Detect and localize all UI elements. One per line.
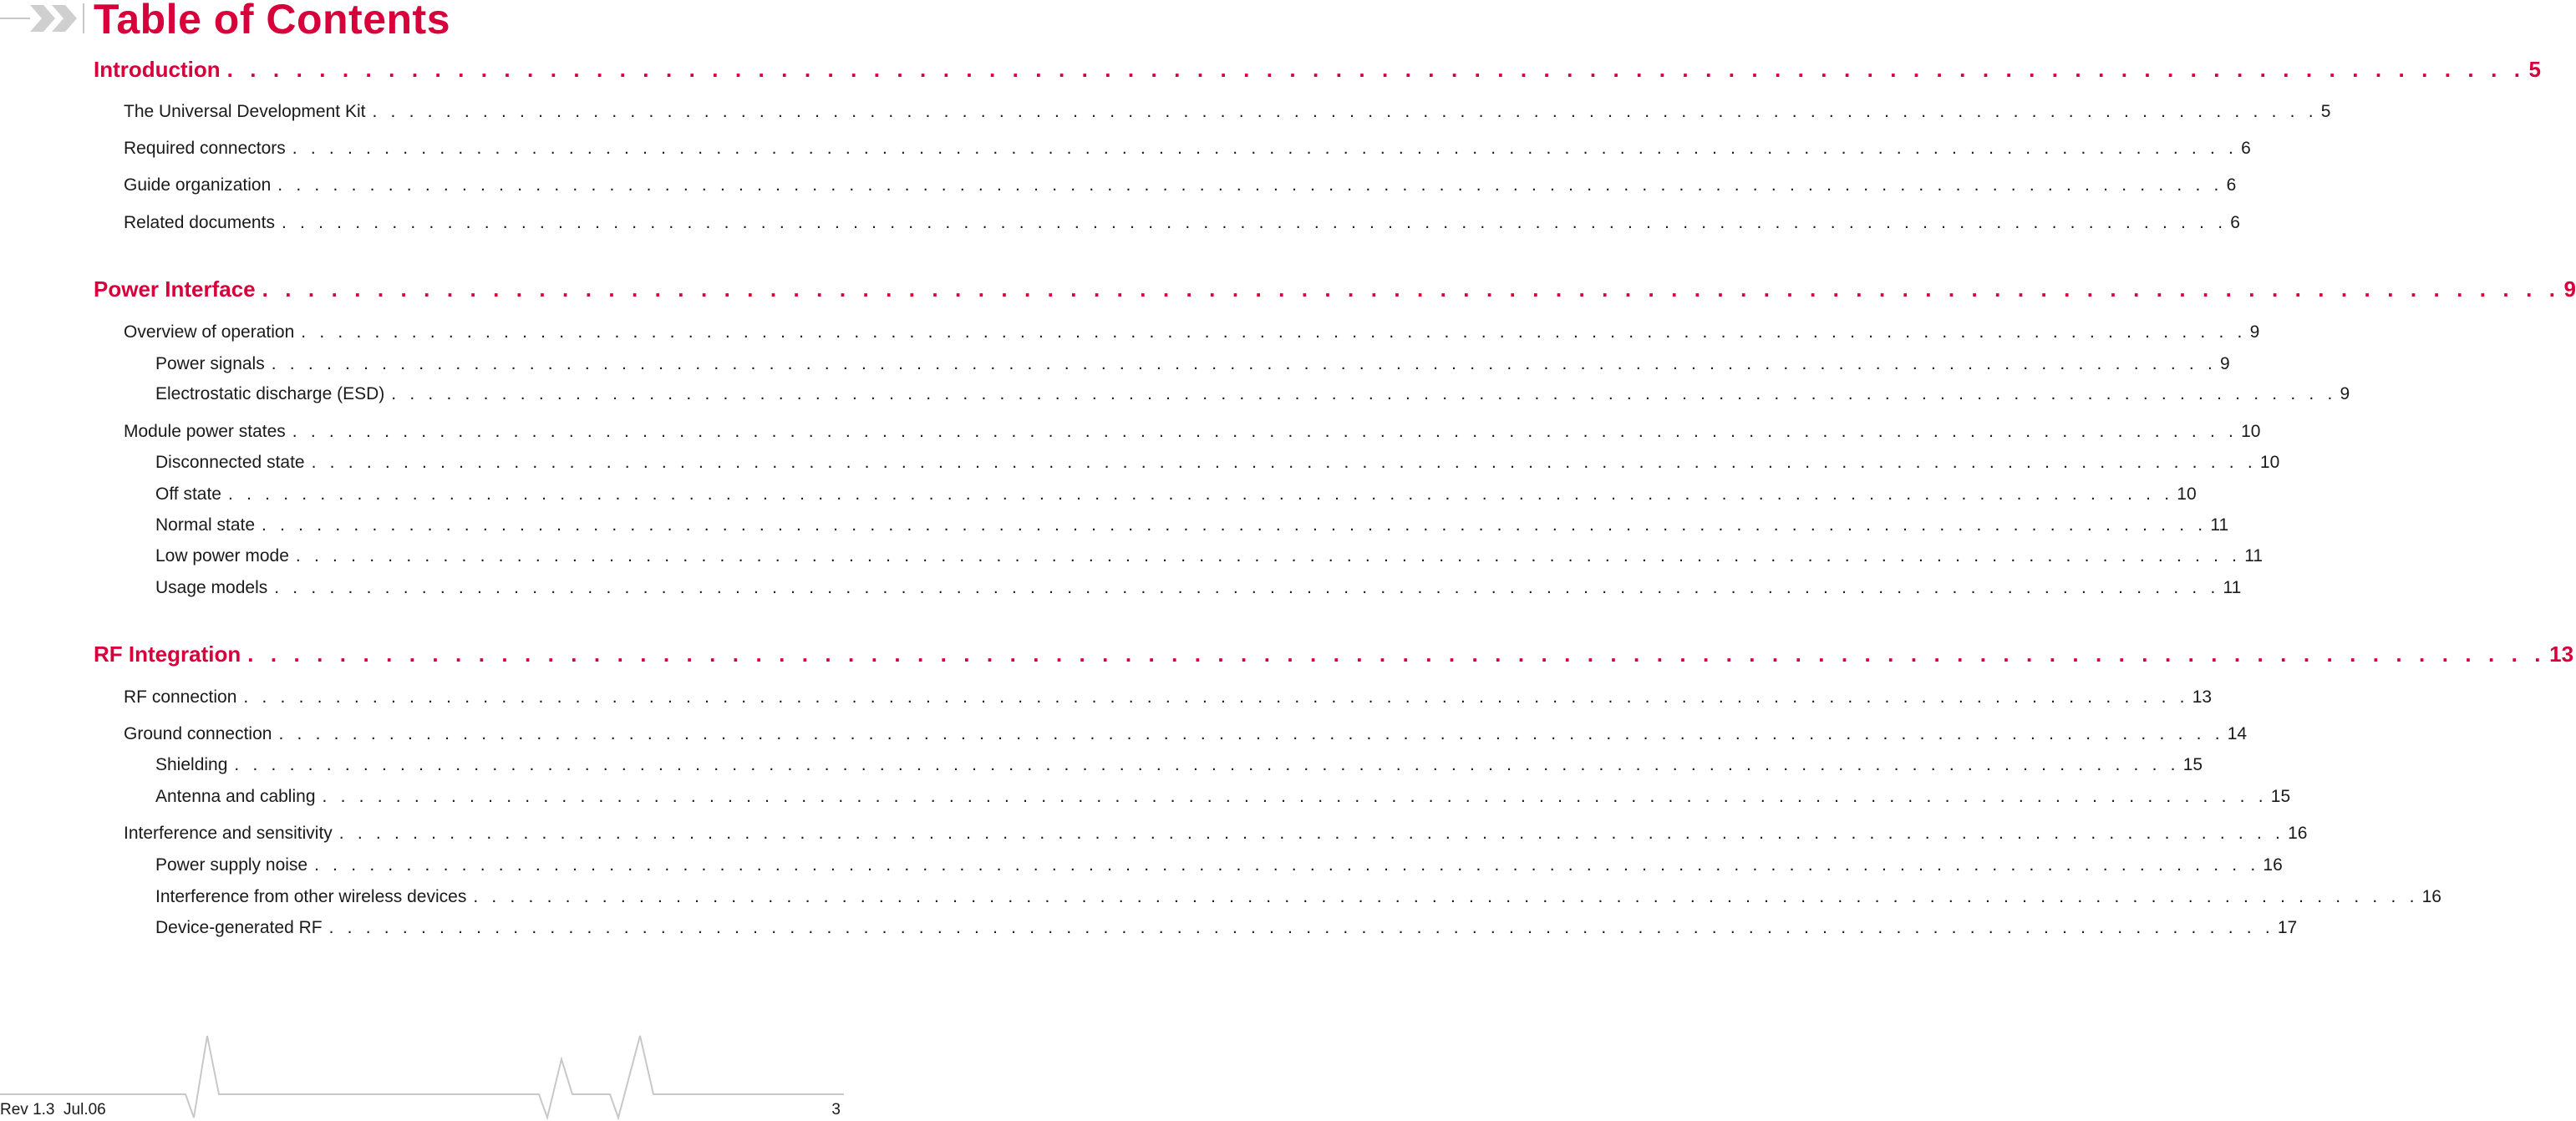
dot-leader: . . . . . . . . . . . . . . . . . . . . . . . . . . . . . . . . . . . . . . . . . . . . . . . . . . . . . . . . . . . . . . . . . . . . . . . . . . . . . . . . . . . . . . . . . . . . . . . . . . . .: [226, 57, 2526, 82]
toc-entry-label: RF connection: [124, 687, 237, 707]
dot-leader: . . . . . . . . . . . . . . . . . . . . . . . . . . . . . . . . . . . . . . . . . . . . . . . . . . . . . . . . . . . . . . . . . . . . . . . . . . . . . . . . . . . . . . . . . . . . . . . . . . . . . . . . . .: [277, 175, 2223, 195]
toc-entry[interactable]: [124, 102, 2331, 122]
toc-entry[interactable]: [155, 546, 2264, 566]
dot-leader: . . . . . . . . . . . . . . . . . . . . . . . . . . . . . . . . . . . . . . . . . . . . . . . . . . . . . . . . . . . . . . . . . . . . . . . . . . . . . . . . . . . . . . . . . . . . . . . . . . . . . . . . . .: [292, 422, 2238, 441]
dot-leader: . . . . . . . . . . . . . . . . . . . . . . . . . . . . . . . . . . . . . . . . . . . . . . . . . . . . . . . . . . . . . . . . . . . . . . . . . . . . . . . . . . . . . . . . . . . . . . . . . . . .: [262, 276, 2561, 302]
toc-entry[interactable]: [155, 578, 2242, 598]
toc-entry[interactable]: [155, 755, 2203, 775]
toc-entry-label: Module power states: [124, 422, 286, 441]
toc-page-number: 9: [2340, 384, 2350, 403]
toc-entry[interactable]: [124, 175, 2237, 195]
toc-entry-label: Ground connection: [124, 724, 272, 743]
toc-entry[interactable]: [124, 724, 2248, 744]
dot-leader: . . . . . . . . . . . . . . . . . . . . . . . . . . . . . . . . . . . . . . . . . . . . . . . . . . . . . . . . . . . . . . . . . . . . . . . . . . . . . . . . . . . . . . . . . . . . . . . . . . . . . . . . . .: [281, 213, 2228, 232]
toc-chapter-power-interface[interactable]: [94, 276, 2576, 302]
toc-entry-label: Power signals: [155, 354, 265, 373]
toc-entry[interactable]: [155, 918, 2298, 938]
toc-entry[interactable]: [155, 855, 2283, 875]
toc-page-number: 9: [2249, 322, 2260, 342]
dot-leader: . . . . . . . . . . . . . . . . . . . . . . . . . . . . . . . . . . . . . . . . . . . . . . . . . . . . . . . . . . . . . . . . . . . . . . . . . . . . . . . . . . . . . . . . . . . . . . . . . . . . . . . . . .: [295, 546, 2242, 566]
toc-page-number: 14: [2227, 724, 2248, 743]
toc-entry[interactable]: [155, 515, 2229, 535]
toc-page-number: 9: [2220, 354, 2230, 373]
toc-page-number: 10: [2241, 422, 2261, 441]
toc-page-number: 10: [2177, 484, 2197, 504]
toc-entry[interactable]: [124, 322, 2260, 342]
toc-entry-label: Low power mode: [155, 546, 289, 566]
dot-leader: . . . . . . . . . . . . . . . . . . . . . . . . . . . . . . . . . . . . . . . . . . . . . . . . . . . . . . . . . . . . . . . . . . . . . . . . . . . . . . . . . . . . . . . . . . . . . . . . . . . . . . . . . .: [292, 139, 2238, 158]
toc-page-number: 16: [2263, 855, 2283, 875]
toc-entry-label: Interference and sensitivity: [124, 824, 333, 843]
toc-entry-label: Power supply noise: [155, 855, 308, 875]
toc-page-number: 17: [2277, 918, 2298, 937]
dot-leader: . . . . . . . . . . . . . . . . . . . . . . . . . . . . . . . . . . . . . . . . . . . . . . . . . . . . . . . . . . . . . . . . . . . . . . . . . . . . . . . . . . . . . . . . . . . . . . . . . . . . . . . . . .: [314, 855, 2260, 875]
toc-page-number: 13: [2192, 687, 2213, 707]
toc-entry-label: Electrostatic discharge (ESD): [155, 384, 385, 403]
dot-leader: . . . . . . . . . . . . . . . . . . . . . . . . . . . . . . . . . . . . . . . . . . . . . . . . . . . . . . . . . . . . . . . . . . . . . . . . . . . . . . . . . . . . . . . . . . . . . . . . . . . . . . . . . .: [473, 887, 2419, 906]
dot-leader: . . . . . . . . . . . . . . . . . . . . . . . . . . . . . . . . . . . . . . . . . . . . . . . . . . . . . . . . . . . . . . . . . . . . . . . . . . . . . . . . . . . . . . . . . . . . . . . . . . . . . . . . . .: [278, 724, 2224, 743]
toc-entry-label: Overview of operation: [124, 322, 295, 342]
page-title: Table of Contents: [94, 0, 451, 43]
toc-page-number: 5: [2528, 57, 2542, 82]
dot-leader: . . . . . . . . . . . . . . . . . . . . . . . . . . . . . . . . . . . . . . . . . . . . . . . . . . . . . . . . . . . . . . . . . . . . . . . . . . . . . . . . . . . . . . . . . . . . . . . . . . . . . . . . . .: [234, 755, 2180, 774]
toc-entry[interactable]: [124, 687, 2213, 708]
toc-entry-label: Introduction: [94, 57, 221, 82]
toc-entry-label: Off state: [155, 484, 221, 504]
dot-leader: . . . . . . . . . . . . . . . . . . . . . . . . . . . . . . . . . . . . . . . . . . . . . . . . . . . . . . . . . . . . . . . . . . . . . . . . . . . . . . . . . . . . . . . . . . . . . . . . . . . .: [247, 642, 2547, 667]
toc-entry-label: Usage models: [155, 578, 268, 597]
toc-page-number: 11: [2244, 546, 2264, 566]
toc-entry[interactable]: [155, 384, 2350, 404]
toc-entry-label: Disconnected state: [155, 453, 305, 472]
toc-page-number: 15: [2270, 787, 2291, 806]
toc-page-number: 9: [2563, 276, 2576, 302]
toc-entry-label: RF Integration: [94, 642, 241, 667]
toc-entry-label: Antenna and cabling: [155, 787, 316, 806]
toc-entry-label: Required connectors: [124, 139, 286, 158]
toc-entry[interactable]: [124, 824, 2308, 844]
toc-entry[interactable]: [124, 213, 2240, 233]
dot-leader: . . . . . . . . . . . . . . . . . . . . . . . . . . . . . . . . . . . . . . . . . . . . . . . . . . . . . . . . . . . . . . . . . . . . . . . . . . . . . . . . . . . . . . . . . . . . . . . . . . . . . . . . . .: [322, 787, 2268, 806]
toc-entry-label: Related documents: [124, 213, 275, 232]
toc-entry[interactable]: [155, 787, 2291, 807]
toc-page-number: 15: [2182, 755, 2203, 774]
toc-entry[interactable]: [155, 887, 2441, 907]
waveform-line: [0, 1027, 844, 1121]
toc-entry[interactable]: [155, 484, 2197, 505]
dot-leader: . . . . . . . . . . . . . . . . . . . . . . . . . . . . . . . . . . . . . . . . . . . . . . . . . . . . . . . . . . . . . . . . . . . . . . . . . . . . . . . . . . . . . . . . . . . . . . . . . . . . . . . . . .: [372, 102, 2318, 121]
toc-page-number: 5: [2320, 102, 2331, 121]
toc-page-number: 6: [2230, 213, 2240, 232]
toc-entry-label: Shielding: [155, 755, 228, 774]
toc-page-number: 16: [2288, 824, 2308, 843]
toc-chapter-introduction[interactable]: [94, 57, 2542, 83]
double-chevron-icon: [0, 0, 94, 42]
dot-leader: . . . . . . . . . . . . . . . . . . . . . . . . . . . . . . . . . . . . . . . . . . . . . . . . . . . . . . . . . . . . . . . . . . . . . . . . . . . . . . . . . . . . . . . . . . . . . . . . . . . . . . . . . .: [391, 384, 2337, 403]
toc-chapter-rf-integration[interactable]: [94, 642, 2574, 667]
toc-page-number: 11: [2223, 578, 2242, 597]
dot-leader: . . . . . . . . . . . . . . . . . . . . . . . . . . . . . . . . . . . . . . . . . . . . . . . . . . . . . . . . . . . . . . . . . . . . . . . . . . . . . . . . . . . . . . . . . . . . . . . . . . . . . . . . . .: [328, 918, 2274, 937]
toc-page-number: 11: [2210, 515, 2229, 535]
toc-page-number: 16: [2421, 887, 2441, 906]
dot-leader: . . . . . . . . . . . . . . . . . . . . . . . . . . . . . . . . . . . . . . . . . . . . . . . . . . . . . . . . . . . . . . . . . . . . . . . . . . . . . . . . . . . . . . . . . . . . . . . . . . . . . . . . . .: [338, 824, 2285, 843]
toc-page-number: 6: [2241, 139, 2251, 158]
toc-entry-label: Device-generated RF: [155, 918, 323, 937]
dot-leader: . . . . . . . . . . . . . . . . . . . . . . . . . . . . . . . . . . . . . . . . . . . . . . . . . . . . . . . . . . . . . . . . . . . . . . . . . . . . . . . . . . . . . . . . . . . . . . . . . . . . . . . . . .: [311, 453, 2257, 472]
toc-entry[interactable]: [155, 354, 2230, 374]
toc-entry[interactable]: [124, 139, 2251, 159]
toc-entry-label: Guide organization: [124, 175, 272, 195]
dot-leader: . . . . . . . . . . . . . . . . . . . . . . . . . . . . . . . . . . . . . . . . . . . . . . . . . . . . . . . . . . . . . . . . . . . . . . . . . . . . . . . . . . . . . . . . . . . . . . . . . . . . . . . . . .: [243, 687, 2189, 707]
toc-page-number: 10: [2259, 453, 2280, 472]
dot-leader: . . . . . . . . . . . . . . . . . . . . . . . . . . . . . . . . . . . . . . . . . . . . . . . . . . . . . . . . . . . . . . . . . . . . . . . . . . . . . . . . . . . . . . . . . . . . . . . . . . . . . . . . . .: [228, 484, 2174, 504]
dot-leader: . . . . . . . . . . . . . . . . . . . . . . . . . . . . . . . . . . . . . . . . . . . . . . . . . . . . . . . . . . . . . . . . . . . . . . . . . . . . . . . . . . . . . . . . . . . . . . . . . . . . . . . . . .: [262, 515, 2208, 535]
toc-entry-label: The Universal Development Kit: [124, 102, 366, 121]
toc-page-number: 6: [2226, 175, 2237, 195]
toc-entry-label: Normal state: [155, 515, 256, 535]
footer-revision: Rev 1.3 Jul.06: [0, 1101, 106, 1118]
dot-leader: . . . . . . . . . . . . . . . . . . . . . . . . . . . . . . . . . . . . . . . . . . . . . . . . . . . . . . . . . . . . . . . . . . . . . . . . . . . . . . . . . . . . . . . . . . . . . . . . . . . . . . . . . .: [301, 322, 2247, 342]
dot-leader: . . . . . . . . . . . . . . . . . . . . . . . . . . . . . . . . . . . . . . . . . . . . . . . . . . . . . . . . . . . . . . . . . . . . . . . . . . . . . . . . . . . . . . . . . . . . . . . . . . . . . . . . . .: [271, 354, 2218, 373]
toc-entry[interactable]: [124, 422, 2261, 442]
toc-entry[interactable]: [155, 453, 2280, 473]
footer-page-number: 3: [831, 1101, 841, 1118]
toc-entry-label: Power Interface: [94, 276, 256, 302]
toc-entry-label: Interference from other wireless devices: [155, 887, 467, 906]
toc-page-number: 13: [2549, 642, 2574, 667]
dot-leader: . . . . . . . . . . . . . . . . . . . . . . . . . . . . . . . . . . . . . . . . . . . . . . . . . . . . . . . . . . . . . . . . . . . . . . . . . . . . . . . . . . . . . . . . . . . . . . . . . . . . . . . . . .: [274, 578, 2220, 597]
